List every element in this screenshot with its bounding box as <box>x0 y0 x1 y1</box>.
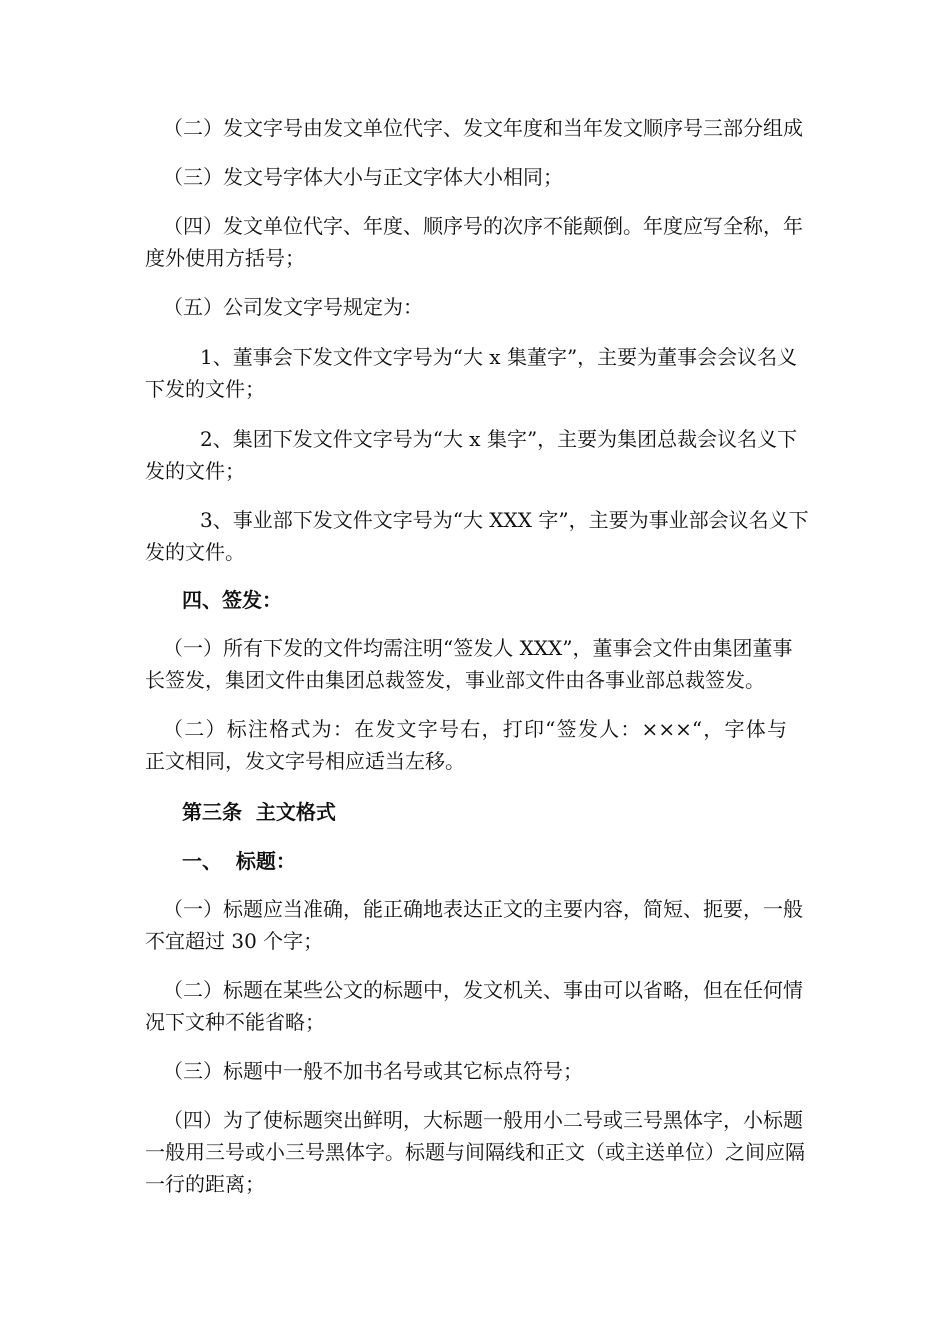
paragraph-line: 况下文种不能省略； <box>145 1010 325 1034</box>
paragraph-line: （三）标题中一般不加书名号或其它标点符号； <box>163 1059 583 1083</box>
paragraph-line: （二）标题在某些公文的标题中，发文机关、事由可以省略，但在任何情 <box>163 978 803 1002</box>
paragraph-line: 正文相同，发文字号相应适当左移。 <box>145 749 465 773</box>
paragraph-line: （四）发文单位代字、年度、顺序号的次序不能颠倒。年度应写全称，年 <box>163 214 803 238</box>
paragraph-line: （一）所有下发的文件均需注明“签发人 XXX”，董事会文件由集团董事 <box>163 636 793 660</box>
paragraph-line: 一般用三号或小三号黑体字。标题与间隔线和正文（或主送单位）之间应隔 <box>145 1140 805 1164</box>
paragraph-line: 一行的距离； <box>145 1172 265 1196</box>
list-item-line: 下发的文件； <box>145 377 265 401</box>
paragraph-line: （五）公司发文字号规定为： <box>163 295 423 319</box>
list-item-line: 发的文件； <box>145 459 245 483</box>
paragraph-line: （一）标题应当准确，能正确地表达正文的主要内容，简短、扼要，一般 <box>163 897 803 921</box>
paragraph-line: （二）发文字号由发文单位代字、发文年度和当年发文顺序号三部分组成 <box>163 116 803 140</box>
section-heading: 四、签发： <box>182 588 282 612</box>
paragraph-line: 度外使用方括号； <box>145 246 305 270</box>
list-item-line: 2、集团下发文件文字号为“大 x 集字”，主要为集团总裁会议名义下 <box>200 427 798 451</box>
list-item-line: 1、董事会下发文件文字号为“大 x 集董字”，主要为董事会会议名义 <box>200 345 798 369</box>
paragraph-line: 长签发，集团文件由集团总裁签发，事业部文件由各事业部总裁签发。 <box>145 668 765 692</box>
paragraph-line: （二）标注格式为：在发文字号右，打印“签发人：×××“，字体与 <box>163 717 787 741</box>
list-item-line: 发的文件。 <box>145 540 245 564</box>
paragraph-line: （三）发文号字体大小与正文字体大小相同； <box>163 165 563 189</box>
article-heading: 第三条 主文格式 <box>182 800 336 824</box>
paragraph-line: （四）为了使标题突出鲜明，大标题一般用小二号或三号黑体字，小标题 <box>163 1108 803 1132</box>
list-item-line: 3、事业部下发文件文字号为“大 XXX 字”，主要为事业部会议名义下 <box>200 508 809 532</box>
paragraph-line: 不宜超过 30 个字； <box>145 929 324 953</box>
section-heading: 一、 标题： <box>182 849 296 873</box>
